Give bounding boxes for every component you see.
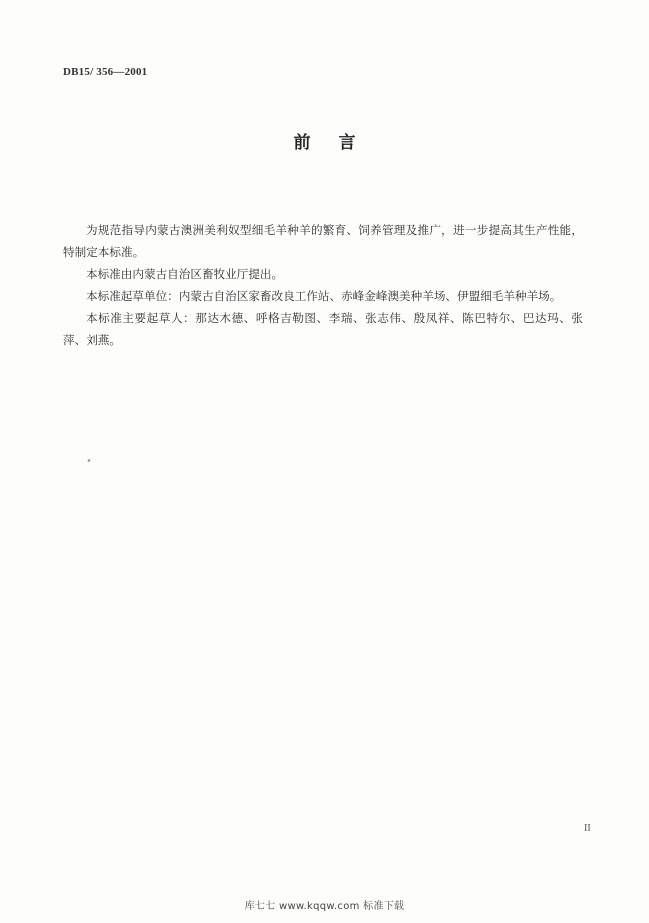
paragraph-drafters: 本标准主要起草人：那达木德、呼格吉勒图、李瑞、张志伟、殷凤祥、陈巴特尔、巴达玛、张萍、刘燕。	[63, 311, 583, 347]
scan-speck	[87, 459, 90, 463]
footer-watermark: 库七七 www.kqqw.com 标准下载	[244, 901, 405, 912]
paragraph-drafting-units: 本标准起草单位：内蒙古自治区家畜改良工作站、赤峰金峰澳美种羊场、伊盟细毛羊种羊场。	[86, 289, 562, 303]
foreword-body	[63, 219, 583, 351]
paragraph-proposer: 本标准由内蒙古自治区畜牧业厅提出。	[86, 267, 284, 281]
page-number: II	[584, 823, 591, 834]
page-title: 前言	[293, 133, 384, 153]
standard-code: DB15/ 356—2001	[63, 66, 148, 78]
paragraph-purpose: 为规范指导内蒙古澳洲美利奴型细毛羊种羊的繁育、饲养管理及推广，进一步提高其生产性能，特制定本标准。	[63, 223, 583, 259]
